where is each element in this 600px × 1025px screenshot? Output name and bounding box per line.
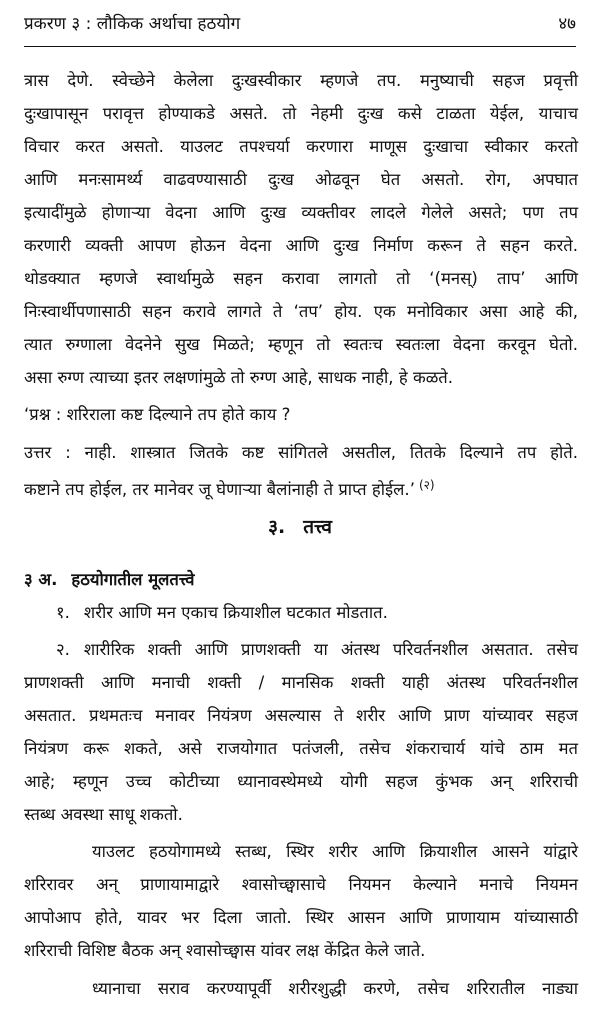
- body-line: असा रुग्ण त्याच्या इतर लक्षणांमुळे तो रुग्ण आहे, साधक नाही, हे कळते.: [24, 368, 454, 387]
- footnote-ref: (२): [418, 478, 435, 492]
- body-line: विचार करत असतो. याउलट तपश्चर्या करणारा माणूस दुःखाचा स्वीकार करतो: [24, 137, 578, 156]
- list-item-text: शारीरिक शक्ती आणि प्राणशक्ती या अंतस्थ परिवर्तनशील असतात. तसेच: [83, 640, 578, 659]
- body-line: नियंत्रण करू शकते, असे राजयोगात पतंजली, तसेच शंकराचार्य यांचे ठाम मत: [24, 739, 578, 758]
- header-rule: [24, 46, 576, 47]
- body-line: असतात. प्रथमतःच मनावर नियंत्रण असल्यास ते शरीर आणि प्राण यांच्यावर सहज: [24, 706, 578, 725]
- body-line: इत्यादींमुळे होणाऱ्या वेदना आणि दुःख व्यक्तीवर लादले गेलेले असते; पण तप: [24, 203, 578, 222]
- subsection-title: हठयोगातील मूलतत्त्वे: [71, 570, 195, 589]
- answer-text: कष्टाने तप होईल, तर मानेवर जू घेणाऱ्या बैलांनाही ते प्राप्त होईल.’: [24, 480, 415, 499]
- list-item-number: १.: [56, 603, 70, 622]
- list-item: [56, 596, 576, 629]
- body-line: स्तब्ध अवस्था साधू शकतो.: [24, 805, 183, 824]
- question-line: ‘प्रश्न : शरिराला कष्ट दिल्याने तप होते काय ?: [24, 405, 291, 424]
- body-line: आहे; म्हणून उच्च कोटीच्या ध्यानावस्थेमध्ये योगी सहज कुंभक अन् शरिराची: [24, 772, 578, 791]
- body-line: त्यात रुग्णाला वेदनेने सुख मिळते; म्हणून तो स्वतःच स्वतःला वेदना करवून घेतो.: [24, 335, 578, 354]
- running-header: [24, 12, 576, 36]
- body-line: शरिराची विशिष्ट बैठक अन् श्वासोच्छ्वास यांवर लक्ष केंद्रित केले जाते.: [24, 941, 426, 960]
- body-line: करणारी व्यक्ती आपण होऊन वेदना आणि दुःख निर्माण करून ते सहन करते.: [24, 236, 578, 255]
- subsection-number: ३ अ.: [24, 570, 58, 589]
- answer-line: [24, 469, 578, 506]
- body-line: निःस्वार्थीपणासाठी सहन करावे लागते ते ‘तप’ होय. एक मनोविकार असा आहे की,: [24, 302, 578, 321]
- body-line: आपोआप होते, यावर भर दिला जातो. स्थिर आसन आणि प्राणायाम यांच्यासाठी: [24, 908, 578, 927]
- list-item: [56, 633, 578, 666]
- body-line: प्राणशक्ती आणि मनाची शक्ती / मानसिक शक्ती याही अंतस्थ परिवर्तनशील: [24, 673, 578, 692]
- body-line: त्रास देणे. स्वेच्छेने केलेला दुःखस्वीकार म्हणजे तप. मनुष्याची सहज प्रवृत्ती: [24, 71, 578, 90]
- section-title: तत्त्व: [303, 516, 332, 538]
- body-line: ध्यानाचा सराव करण्यापूर्वी शरीरशुद्धी करणे, तसेच शरिरातील नाड्या: [92, 979, 578, 998]
- list-item-text: शरीर आणि मन एकाच क्रियाशील घटकात मोडतात.: [83, 603, 388, 622]
- body-line: शरिरावर अन् प्राणायामाद्वारे श्वासोच्छ्वासाचे नियमन केल्याने मनाचे नियमन: [24, 875, 578, 894]
- body-line: आणि मनःसामर्थ्य वाढवण्यासाठी दुःख ओढवून घेत असतो. रोग, अपघात: [24, 170, 578, 189]
- page-number: ४७: [558, 14, 576, 34]
- section-heading: [0, 512, 600, 542]
- chapter-title: प्रकरण ३ : लौकिक अर्थाचा हठयोग: [24, 14, 241, 34]
- subsection-heading: [24, 565, 194, 595]
- body-line: दुःखापासून परावृत्त होण्याकडे असते. तो नेहमी दुःख कसे टाळता येईल, याचाच: [24, 104, 578, 123]
- body-line: याउलट हठयोगामध्ये स्तब्ध, स्थिर शरीर आणि क्रियाशील आसने यांद्वारे: [92, 842, 578, 861]
- answer-line: उत्तर : नाही. शास्त्रात जितके कष्ट सांगितले असतील, तितके दिल्याने तप होते.: [24, 443, 578, 462]
- body-line: थोडक्यात म्हणजे स्वार्थामुळे सहन करावा लागतो तो ‘(मनस्) ताप’ आणि: [24, 269, 578, 288]
- list-item-number: २.: [56, 640, 70, 659]
- section-number: ३.: [268, 516, 286, 538]
